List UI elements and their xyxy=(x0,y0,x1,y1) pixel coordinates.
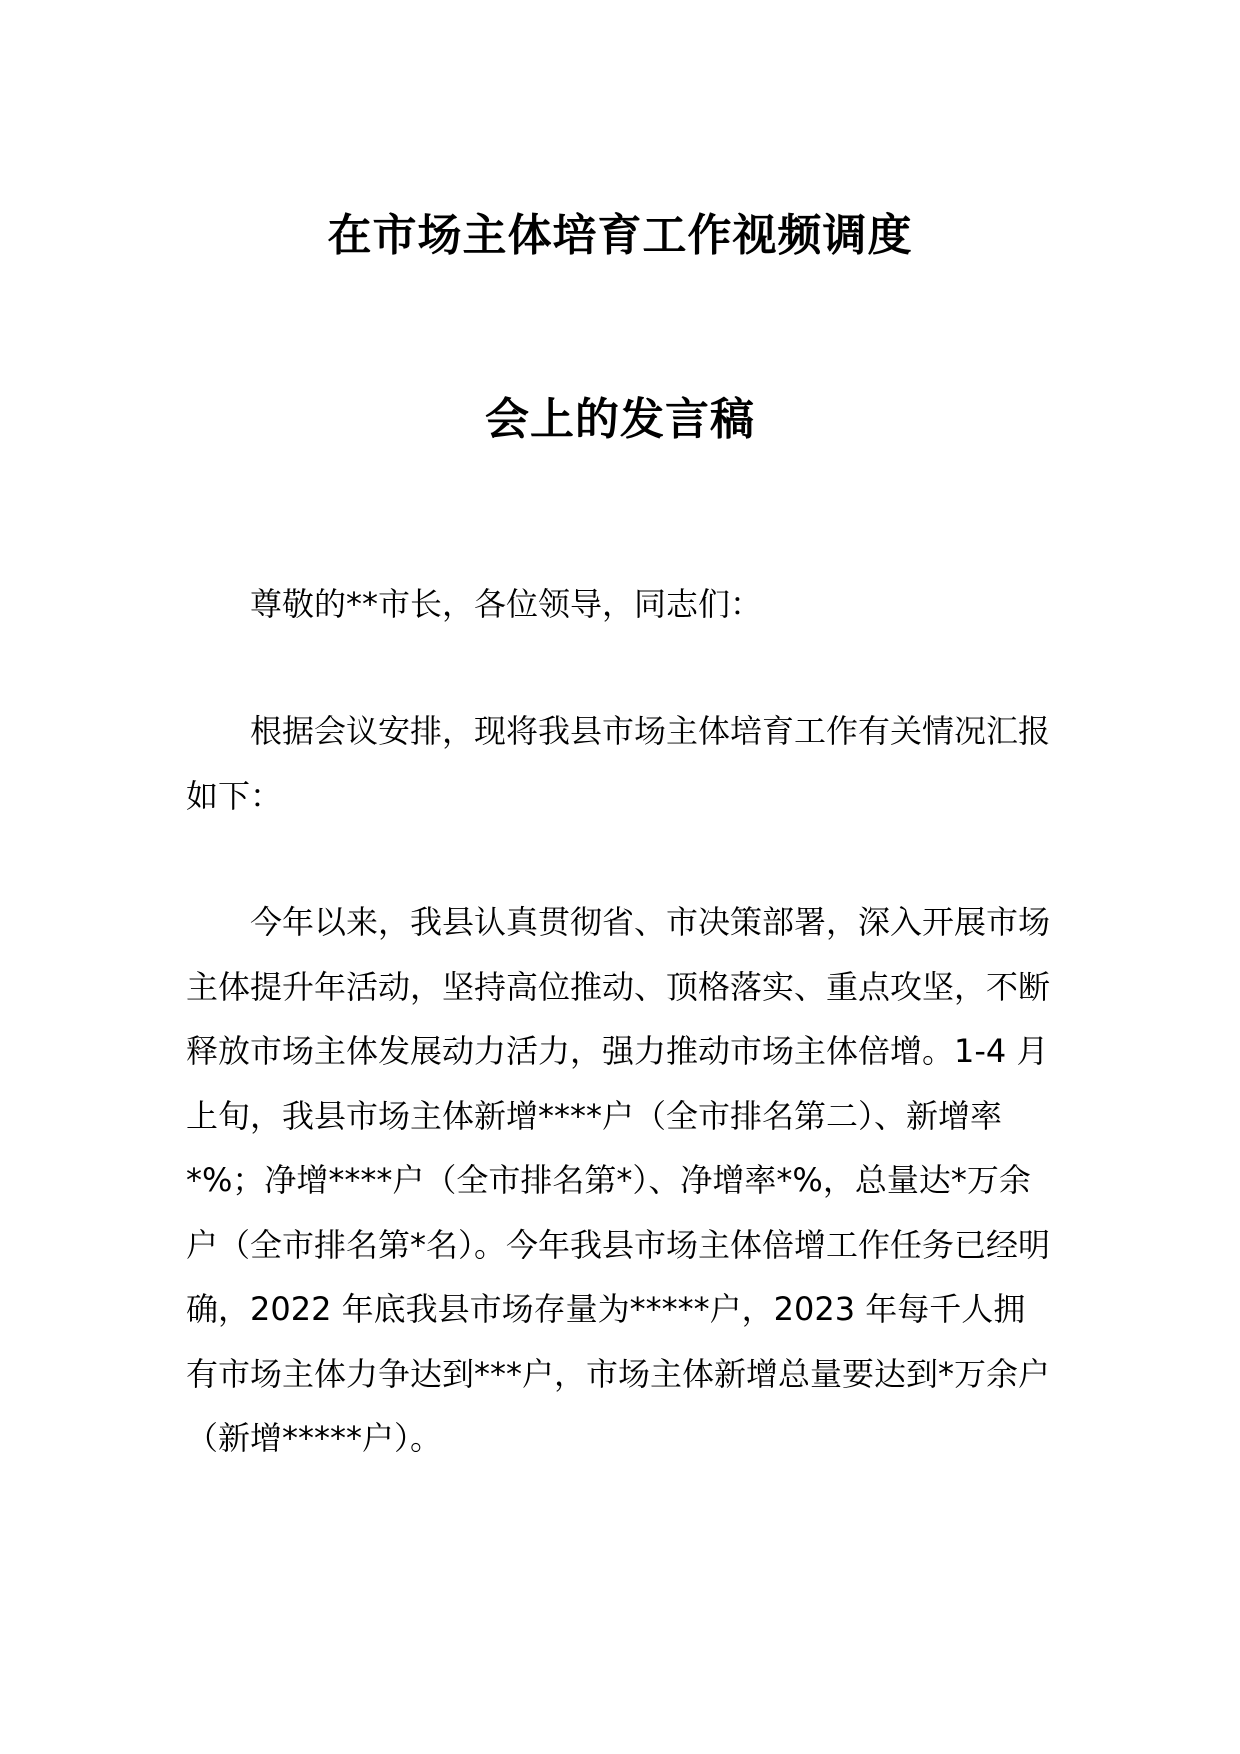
intro-paragraph: 根据会议安排，现将我县市场主体培育工作有关情况汇报如下： xyxy=(186,712,1051,815)
document-title-line-2: 会上的发言稿 xyxy=(485,394,755,445)
document-title-line-1: 在市场主体培育工作视频调度 xyxy=(327,210,913,261)
greeting-paragraph: 尊敬的**市长，各位领导，同志们： xyxy=(250,585,763,623)
main-paragraph: 今年以来，我县认真贯彻省、市决策部署，深入开展市场主体提升年活动，坚持高位推动、顶格落实、重点攻坚，不断释放市场主体发展动力活力，强力推动市场主体倍增。1-4 月上旬，我县市场主体新增****户（全市排名第二）、新增率*%；净增****户（全市排名第*）、净增率*%，总量达*万余户（全市排名第*名）。今年我县市场主体倍增工作任务已经明确，2022 年底我县市场存量为*****户，2023 年每千人拥有市场主体力争达到***户，市场主体新增总量要达到*万余户（新增*****户）。 xyxy=(186,903,1051,1457)
